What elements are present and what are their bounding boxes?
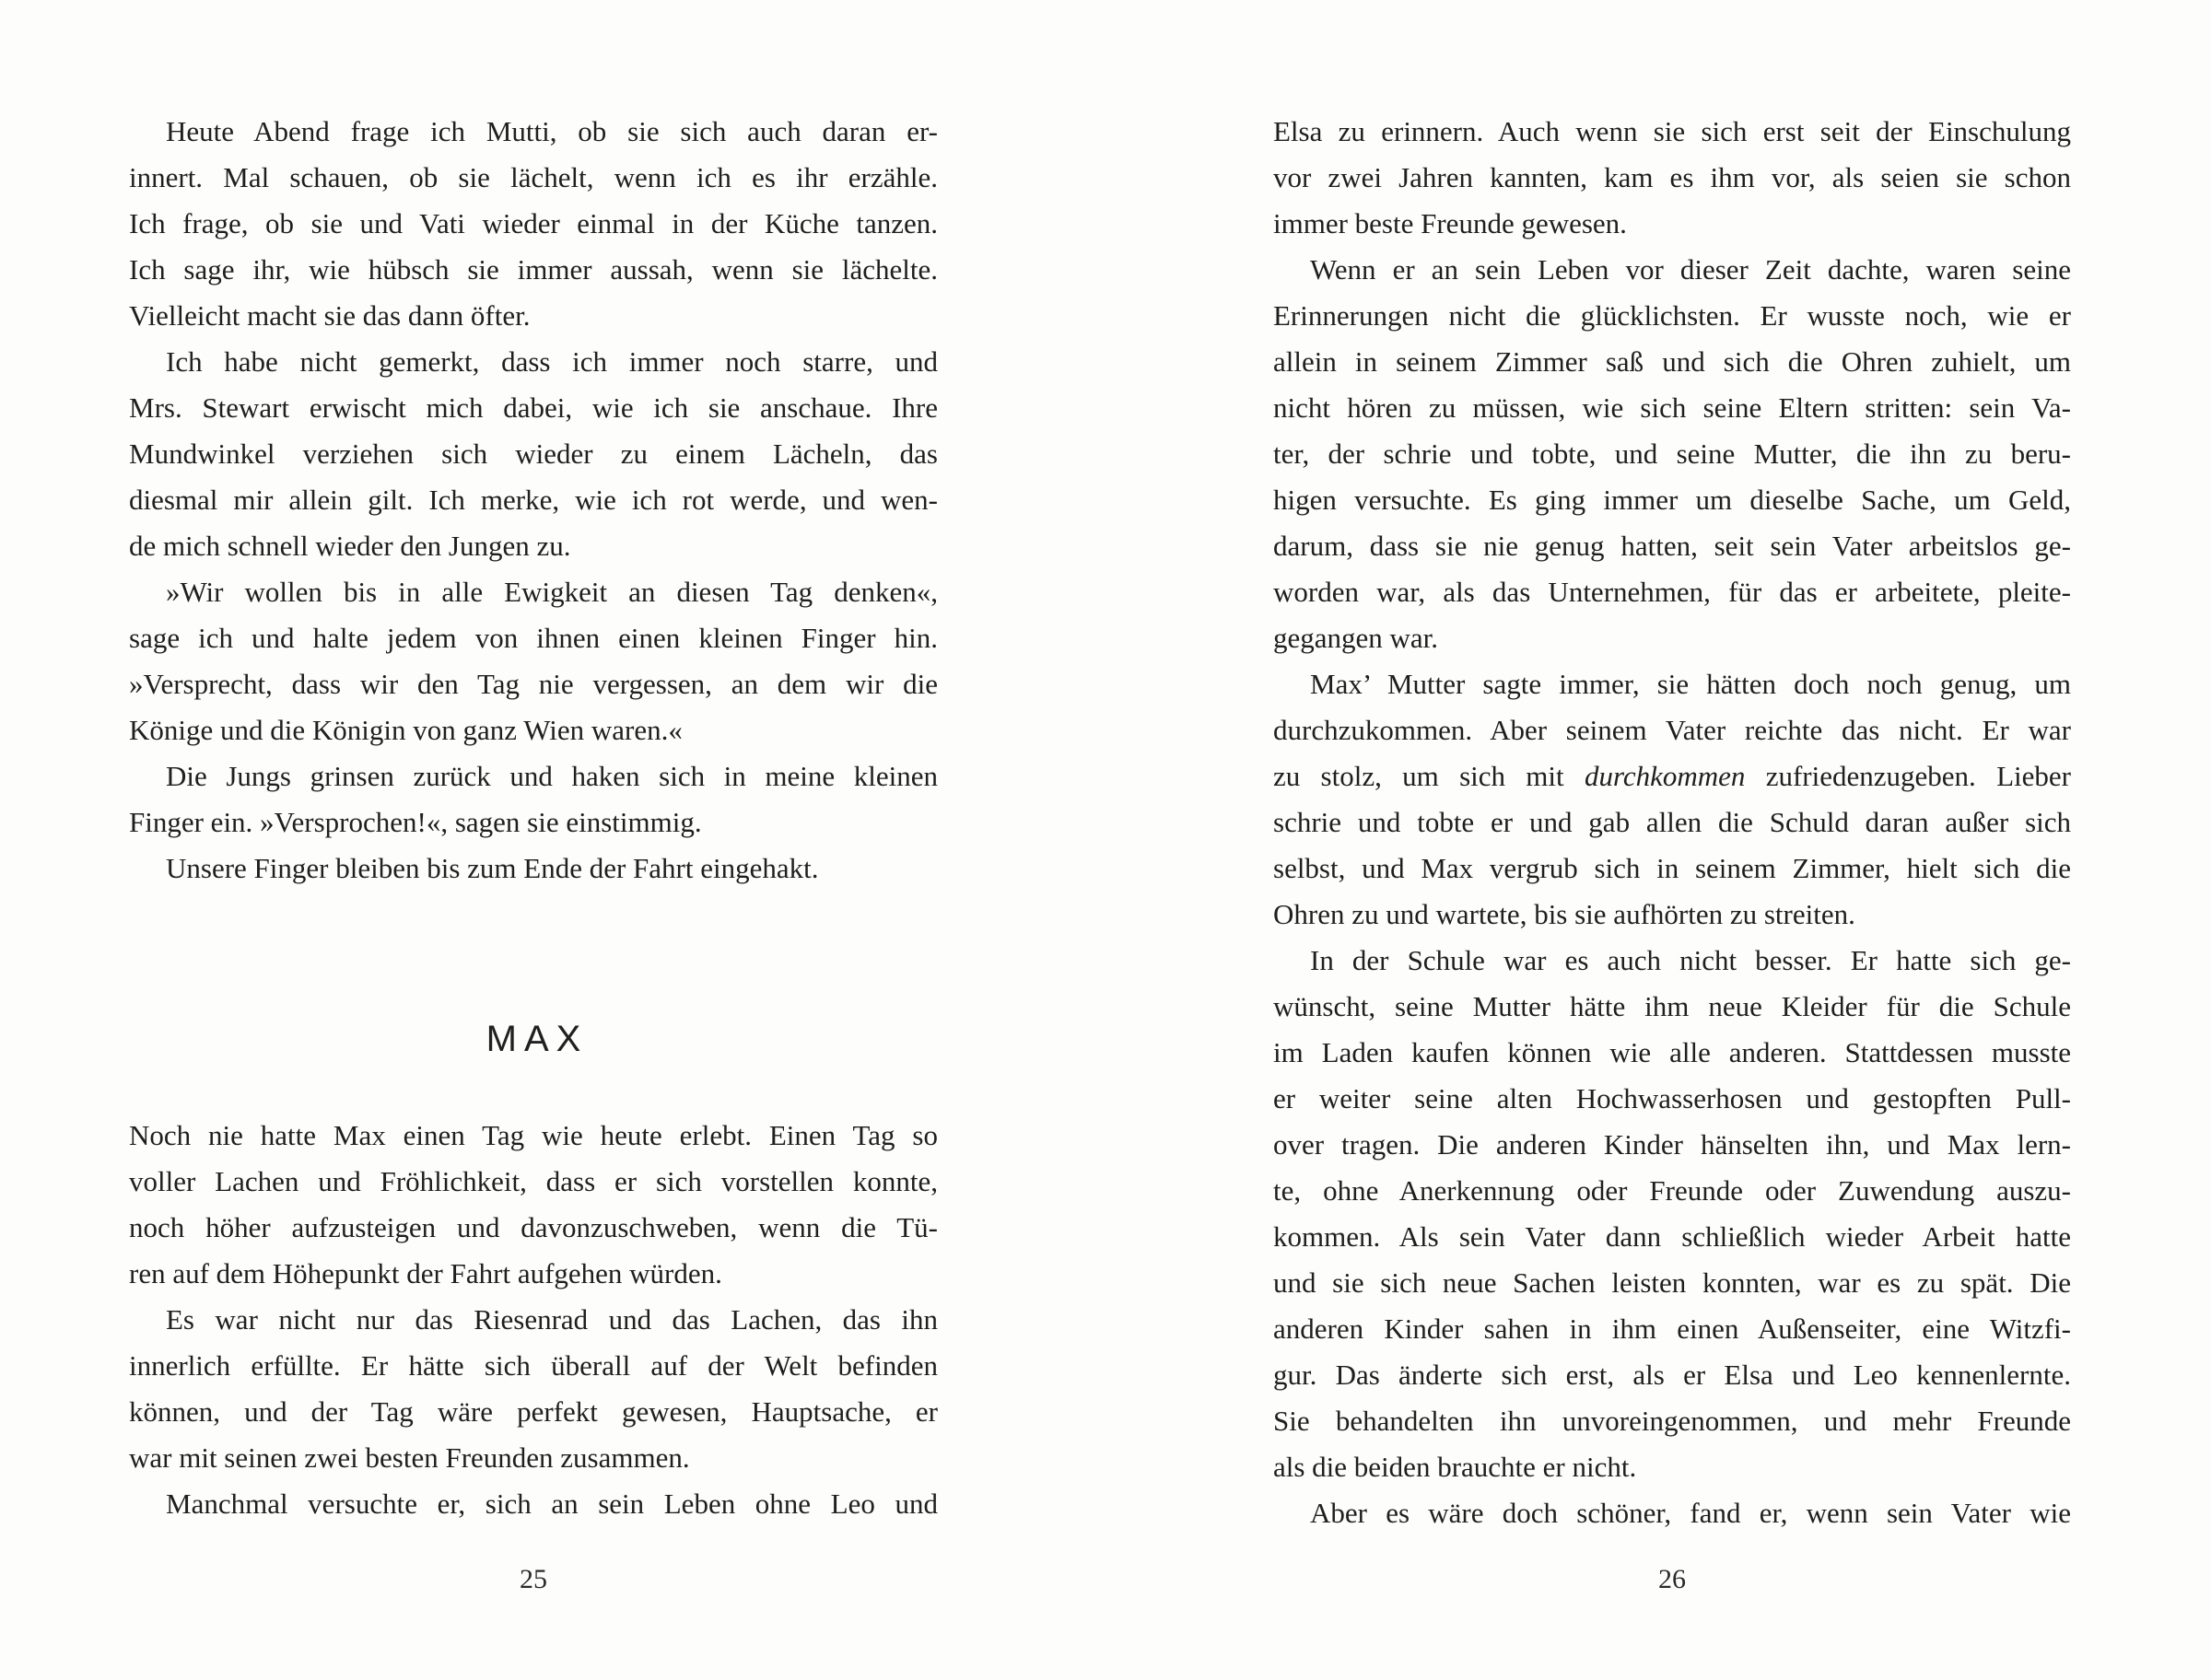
text-segment: zufriedenzugeben. Lieber bbox=[1745, 760, 2071, 792]
paragraph bbox=[129, 753, 938, 846]
paragraph bbox=[129, 1297, 938, 1481]
text-line: durchzukommen. Aber seinem Vater reichte das nicht. Er war bbox=[1273, 714, 2071, 746]
page-right bbox=[1273, 0, 2071, 1680]
text-line: gur. Das änderte sich erst, als er Elsa und Leo kennenlernte. bbox=[1273, 1359, 2071, 1391]
text-line: immer beste Freunde gewesen. bbox=[1273, 207, 1627, 239]
text-line: Vielleicht macht sie das dann öfter. bbox=[129, 299, 531, 332]
text-line: »Wir wollen bis in alle Ewigkeit an diesen Tag denken«, bbox=[166, 576, 938, 608]
paragraph bbox=[1273, 247, 2071, 661]
text-line: Finger ein. »Versprochen!«, sagen sie einstimmig. bbox=[129, 806, 702, 838]
paragraph bbox=[1273, 938, 2071, 1490]
text-line: Max’ Mutter sagte immer, sie hätten doch noch genug, um bbox=[1310, 668, 2071, 700]
text-line: im Laden kaufen können wie alle anderen. Stattdessen musste bbox=[1273, 1036, 2071, 1068]
text-line: Erinnerungen nicht die glücklichsten. Er wusste noch, wie er bbox=[1273, 299, 2071, 332]
text-line: ren auf dem Höhepunkt der Fahrt aufgehen würden. bbox=[129, 1257, 722, 1289]
text-line: Ich frage, ob sie und Vati wieder einmal in der Küche tanzen. bbox=[129, 207, 938, 239]
paragraph bbox=[1273, 1490, 2071, 1536]
text-line: können, und der Tag wäre perfekt gewesen, Hauptsache, er bbox=[129, 1395, 938, 1428]
text-line: sage ich und halte jedem von ihnen einen kleinen Finger hin. bbox=[129, 622, 938, 654]
text-line: Unsere Finger bleiben bis zum Ende der Fahrt eingehakt. bbox=[166, 852, 819, 884]
text-line: darum, dass sie nie genug hatten, seit sein Vater arbeitslos ge- bbox=[1273, 530, 2071, 562]
text-line: Elsa zu erinnern. Auch wenn sie sich erst seit der Einschulung bbox=[1273, 115, 2071, 147]
page-number: 25 bbox=[520, 1564, 547, 1594]
text-line: Wenn er an sein Leben vor dieser Zeit dachte, waren seine bbox=[1310, 253, 2071, 286]
text-line: kommen. Als sein Vater dann schließlich wieder Arbeit hatte bbox=[1273, 1220, 2071, 1253]
text-line: ter, der schrie und tobte, und seine Mutter, die ihn zu beru- bbox=[1273, 438, 2071, 470]
paragraph bbox=[129, 1481, 938, 1527]
text-line: diesmal mir allein gilt. Ich merke, wie ich rot werde, und wen- bbox=[129, 484, 938, 516]
paragraph bbox=[1273, 661, 2071, 938]
text-line: »Versprecht, dass wir den Tag nie vergessen, an dem wir die bbox=[129, 668, 938, 700]
text-line: innerlich erfüllte. Er hätte sich überall auf der Welt befinden bbox=[129, 1349, 938, 1382]
text-line: wünscht, seine Mutter hätte ihm neue Kleider für die Schule bbox=[1273, 990, 2071, 1022]
italic-text-segment: durchkommen bbox=[1584, 760, 1746, 792]
text-line: Noch nie hatte Max einen Tag wie heute erlebt. Einen Tag so bbox=[129, 1119, 938, 1151]
paragraph bbox=[1273, 109, 2071, 247]
text-line: anderen Kinder sahen in ihm einen Außenseiter, eine Witzfi- bbox=[1273, 1312, 2071, 1345]
text-line: und sie sich neue Sachen leisten konnten, war es zu spät. Die bbox=[1273, 1266, 2071, 1299]
paragraph bbox=[129, 1113, 938, 1297]
page-text-block bbox=[129, 109, 938, 1527]
text-line: er weiter seine alten Hochwasserhosen und gestopften Pull- bbox=[1273, 1082, 2071, 1114]
text-line: Ohren zu und wartete, bis sie aufhörten zu streiten. bbox=[1273, 898, 1855, 930]
text-line: Aber es wäre doch schöner, fand er, wenn sein Vater wie bbox=[1310, 1497, 2071, 1529]
text-line: Könige und die Königin von ganz Wien waren.« bbox=[129, 714, 683, 746]
text-line: Es war nicht nur das Riesenrad und das Lachen, das ihn bbox=[166, 1303, 938, 1336]
text-line: Ich habe nicht gemerkt, dass ich immer noch starre, und bbox=[166, 345, 938, 378]
text-line: Ich sage ihr, wie hübsch sie immer aussah, wenn sie lächelte. bbox=[129, 253, 938, 286]
text-line: selbst, und Max vergrub sich in seinem Zimmer, hielt sich die bbox=[1273, 852, 2071, 884]
paragraph bbox=[129, 109, 938, 339]
text-line: war mit seinen zwei besten Freunden zusammen. bbox=[129, 1441, 690, 1474]
text-line: over tragen. Die anderen Kinder hänselten ihn, und Max lern- bbox=[1273, 1128, 2071, 1161]
text-line bbox=[1273, 753, 2071, 799]
page-text-block bbox=[1273, 109, 2071, 1536]
text-line: nicht hören zu müssen, wie sich seine Eltern stritten: sein Va- bbox=[1273, 391, 2071, 424]
chapter-heading: MAX bbox=[485, 1019, 589, 1059]
text-line: In der Schule war es auch nicht besser. Er hatte sich ge- bbox=[1310, 944, 2071, 976]
text-line: innert. Mal schauen, ob sie lächelt, wenn ich es ihr erzähle. bbox=[129, 161, 938, 193]
paragraph bbox=[129, 569, 938, 753]
text-line: Sie behandelten ihn unvoreingenommen, und mehr Freunde bbox=[1273, 1405, 2071, 1437]
page-left bbox=[129, 0, 938, 1680]
text-line: schrie und tobte er und gab allen die Schuld daran außer sich bbox=[1273, 806, 2071, 838]
text-segment: zu stolz, um sich mit bbox=[1273, 760, 1585, 792]
text-line: gegangen war. bbox=[1273, 622, 1439, 654]
text-line: noch höher aufzusteigen und davonzuschweben, wenn die Tü- bbox=[129, 1211, 938, 1243]
text-line: als die beiden brauchte er nicht. bbox=[1273, 1451, 1637, 1483]
text-line: Heute Abend frage ich Mutti, ob sie sich auch daran er- bbox=[166, 115, 938, 147]
text-line: vor zwei Jahren kannten, kam es ihm vor, als seien sie schon bbox=[1273, 161, 2071, 193]
text-line: allein in seinem Zimmer saß und sich die Ohren zuhielt, um bbox=[1273, 345, 2071, 378]
text-line: Mrs. Stewart erwischt mich dabei, wie ich sie anschaue. Ihre bbox=[129, 391, 938, 424]
text-line: Die Jungs grinsen zurück und haken sich in meine kleinen bbox=[166, 760, 938, 792]
text-line: te, ohne Anerkennung oder Freunde oder Zuwendung auszu- bbox=[1273, 1174, 2071, 1207]
text-line: Manchmal versuchte er, sich an sein Leben ohne Leo und bbox=[166, 1488, 938, 1520]
paragraph bbox=[129, 339, 938, 569]
paragraph bbox=[129, 846, 938, 892]
text-line: voller Lachen und Fröhlichkeit, dass er sich vorstellen konnte, bbox=[129, 1165, 938, 1197]
text-line: higen versuchte. Es ging immer um dieselbe Sache, um Geld, bbox=[1273, 484, 2071, 516]
text-line: Mundwinkel verziehen sich wieder zu einem Lächeln, das bbox=[129, 438, 938, 470]
text-line: worden war, als das Unternehmen, für das er arbeitete, pleite- bbox=[1273, 576, 2071, 608]
text-line: de mich schnell wieder den Jungen zu. bbox=[129, 530, 571, 562]
page-number: 26 bbox=[1658, 1564, 1686, 1594]
